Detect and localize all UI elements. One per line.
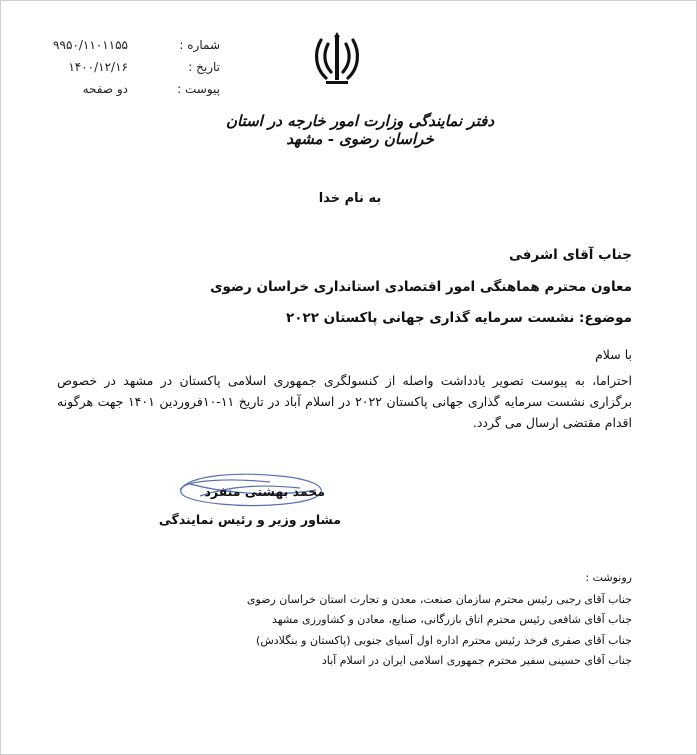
date-value: ۱۴۰۰/۱۲/۱۶ bbox=[68, 60, 128, 74]
recipient-name: جناب آقای اشرفی bbox=[509, 247, 632, 263]
cc-list bbox=[247, 590, 632, 671]
greeting: با سلام bbox=[595, 347, 632, 362]
recipient-title: معاون محترم هماهنگی امور اقتصادی استانداری خراسان رضوی bbox=[210, 279, 632, 295]
office-title: دفتر نمایندگی وزارت امور خارجه در استان خراسان رضوی - مشهد bbox=[225, 112, 494, 148]
cc-item: جناب آقای صفری فرخد رئیس محترم اداره اول آسیای جنوبی (پاکستان و بنگلادش) bbox=[256, 633, 632, 647]
letter-body: احتراما، به پیوست تصویر یادداشت واصله از کنسولگری جمهوری اسلامی پاکستان در مشهد در خصوص برگزاری نشست سرمایه گذاری جهانی پاکستان ۲۰۲۲ در اسلام آباد در تاریخ ۱۱-۱۰فروردین ۱۴۰۱ جهت هرگونه اقدام مقتضی ارسال می گردد. bbox=[57, 373, 632, 430]
number-value: ۹۹۵۰/۱۱۰۱۱۵۵ bbox=[53, 38, 128, 52]
attachment-value: دو صفحه bbox=[82, 82, 128, 96]
date-row bbox=[50, 60, 220, 82]
cc-item: جناب آقای شافعی رئیس محترم اتاق بازرگانی، صنایع، معادن و کشاورزی مشهد bbox=[272, 613, 632, 627]
date-label: تاریخ : bbox=[188, 60, 220, 74]
number-label: شماره : bbox=[179, 38, 220, 52]
letter-subject: موضوع: نشست سرمایه گذاری جهانی پاکستان ۲۰۲۲ bbox=[286, 310, 632, 326]
cc-item: جناب آقای رجبی رئیس محترم سازمان صنعت، معدن و تجارت استان خراسان رضوی bbox=[246, 593, 632, 606]
attachment-label: پیوست : bbox=[177, 82, 220, 96]
signer-name: محمد بهشتی منفرد bbox=[204, 484, 325, 499]
iran-emblem-icon bbox=[312, 30, 362, 88]
letter-meta bbox=[50, 38, 220, 104]
signer-title: مشاور وزیر و رئیس نمایندگی bbox=[158, 512, 341, 527]
attachment-row bbox=[50, 82, 220, 104]
number-row bbox=[50, 38, 220, 60]
cc-item: جناب آقای حسینی سفیر محترم جمهوری اسلامی ایران در اسلام آباد bbox=[321, 653, 632, 667]
cc-heading: رونوشت : bbox=[585, 571, 632, 584]
basmala: به نام خدا bbox=[318, 191, 382, 206]
